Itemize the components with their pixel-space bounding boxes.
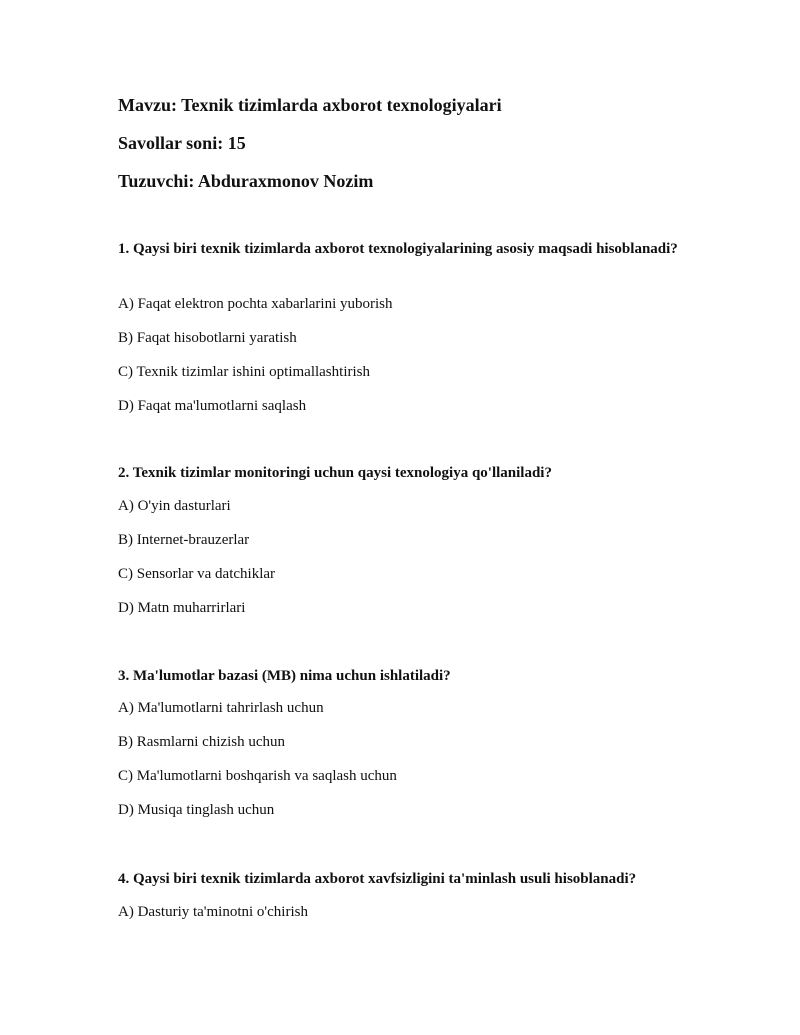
option-b: B) Rasmlarni chizish uchun (118, 734, 286, 750)
question-title: 3. Ma'lumotlar bazasi (MB) nima uchun ishlatiladi? (118, 668, 451, 684)
question-count-heading: Savollar soni: 15 (118, 133, 246, 153)
question-title: 4. Qaysi biri texnik tizimlarda axborot xavfsizligini ta'minlash usuli hisoblanadi? (118, 871, 637, 887)
option-c: C) Sensorlar va datchiklar (118, 566, 276, 582)
question-2 (118, 462, 678, 616)
option-c: C) Texnik tizimlar ishini optimallashtirish (118, 364, 370, 380)
option-d: D) Matn muharrirlari (118, 600, 246, 616)
option-d: D) Faqat ma'lumotlarni saqlash (118, 398, 307, 414)
option-d: D) Musiqa tinglash uchun (118, 802, 275, 818)
question-4 (118, 868, 678, 920)
option-b: B) Internet-brauzerlar (118, 532, 250, 548)
option-a: A) Ma'lumotlarni tahrirlash uchun (118, 700, 324, 716)
option-a: A) O'yin dasturlari (118, 498, 231, 514)
author-heading: Tuzuvchi: Abduraxmonov Nozim (118, 171, 374, 191)
question-3 (118, 665, 678, 818)
option-c: C) Ma'lumotlarni boshqarish va saqlash uchun (118, 768, 397, 784)
question-title: 2. Texnik tizimlar monitoringi uchun qaysi texnologiya qo'llaniladi? (118, 465, 552, 481)
question-1 (118, 238, 678, 414)
option-a: A) Faqat elektron pochta xabarlarini yuborish (118, 296, 393, 312)
option-a: A) Dasturiy ta'minotni o'chirish (118, 904, 308, 920)
topic-heading: Mavzu: Texnik tizimlarda axborot texnologiyalari (118, 95, 502, 115)
option-b: B) Faqat hisobotlarni yaratish (118, 330, 297, 346)
question-title: 1. Qaysi biri texnik tizimlarda axborot texnologiyalarining asosiy maqsadi hisoblanadi? (118, 241, 678, 257)
